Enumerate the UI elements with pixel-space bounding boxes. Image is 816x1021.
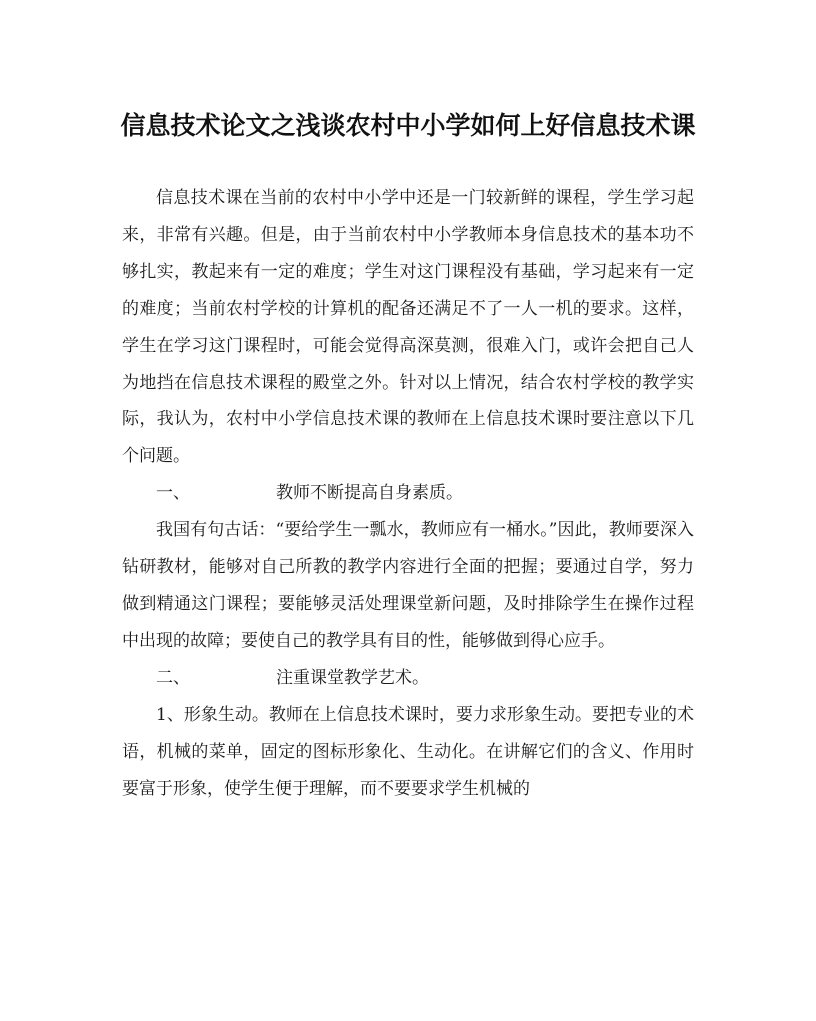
intro-paragraph: 信息技术课在当前的农村中小学中还是一门较新鲜的课程，学生学习起来，非常有兴趣。但是，由于当前农村中小学教师本身信息技术的基本功不够扎实，教起来有一定的难度；学生对这门课程没有基础，学习起来有一定的难度；当前农村学校的计算机的配备还满足不了一人一机的要求。这样，学生在学习这门课程时，可能会觉得高深莫测，很难入门，或许会把自己人为地挡在信息技术课程的殿堂之外。针对以上情况，结合农村学校的教学实际，我认为，农村中小学信息技术课的教师在上信息技术课时要注意以下几个问题。: [122, 188, 694, 467]
section-title: 教师不断提高自身素质。: [276, 483, 463, 504]
section2-point1-paragraph: 1、形象生动。教师在上信息技术课时，要力求形象生动。要把专业的术语，机械的菜单，固定的图标形象化、生动化。在讲解它们的含义、作用时要富于形象，使学生便于理解，而不要要求学生机械的: [122, 704, 694, 799]
section-number: 二、: [156, 667, 190, 688]
section-number: 一、: [156, 483, 190, 504]
section-heading-2: [122, 660, 694, 697]
section1-paragraph: 我国有句古话：“要给学生一瓢水，教师应有一桶水。”因此，教师要深入钻研教材，能够对自己所教的教学内容进行全面的把握；要通过自学，努力做到精通这门课程；要能够灵活处理课堂新问题，及时排除学生在操作过程中出现的故障；要使自己的教学具有目的性，能够做到得心应手。: [122, 520, 694, 651]
document-body: [122, 180, 694, 807]
section-heading-1: [122, 475, 694, 512]
document-title: 信息技术论文之浅谈农村中小学如何上好信息技术课: [120, 111, 696, 140]
section-title: 注重课堂教学艺术。: [276, 667, 429, 688]
